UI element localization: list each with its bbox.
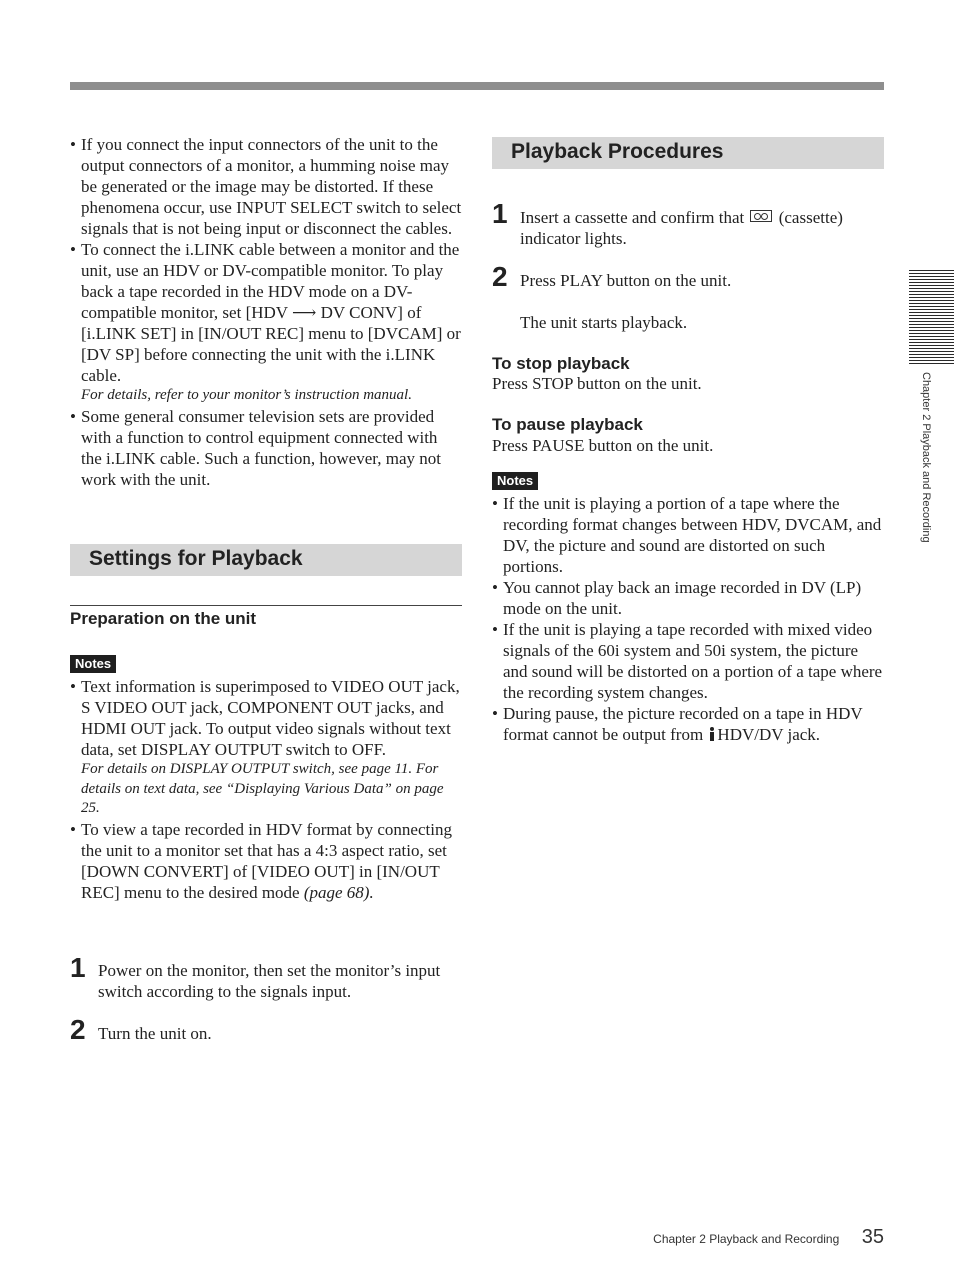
right-step-2-result: The unit starts playback. bbox=[520, 313, 688, 332]
intro-bullet-list bbox=[70, 134, 462, 490]
left-step-2-number: 2 bbox=[70, 1014, 86, 1045]
prep-note-2-text: To view a tape recorded in HDV format by connecting the unit to a monitor set that has a 4:3 aspect ratio, set [DOWN CONVERT] of [VIDEO OUT] in [IN/OUT REC] menu to the desired mode bbox=[81, 819, 452, 902]
stop-playback-text: Press STOP button on the unit. bbox=[492, 374, 702, 393]
page-number: 35 bbox=[861, 1226, 884, 1248]
intro-bullet-note: For details, refer to your monitor’s instruction manual. bbox=[81, 387, 412, 403]
pause-playback-heading: To pause playback bbox=[492, 415, 643, 434]
section-title-playback-procedures: Playback Procedures bbox=[492, 137, 884, 169]
header-rule bbox=[70, 82, 884, 90]
pause-playback-text: Press PAUSE button on the unit. bbox=[492, 436, 714, 455]
notes-label: Notes bbox=[492, 472, 538, 490]
playback-note-4-post: HDV/DV jack. bbox=[717, 725, 821, 744]
playback-note-1: • If the unit is playing a portion of a tape where the recording format changes between HDV, DVCAM, and DV, the picture and sound are distorted on such portions. bbox=[492, 493, 884, 577]
footer-chapter-label: Chapter 2 Playback and Recording bbox=[653, 1232, 840, 1246]
intro-bullet-1: • If you connect the input connectors of the unit to the output connectors of a monitor, a humming noise may be generated or the image may be distorted. If these phenomena occur, use INPUT SELECT switch to select signals that is not being input or disconnect the cables. bbox=[70, 134, 462, 239]
subsection-rule bbox=[70, 605, 462, 606]
right-step-1-post: (cassette) indicator lights. bbox=[520, 208, 843, 248]
ilink-icon bbox=[709, 727, 715, 741]
left-step-2-text: Turn the unit on. bbox=[98, 1024, 212, 1043]
playback-note-4 bbox=[492, 703, 884, 745]
playback-notes-list bbox=[492, 493, 884, 745]
playback-note-2: • You cannot play back an image recorded in DV (LP) mode on the unit. bbox=[492, 577, 884, 619]
right-step-2-number: 2 bbox=[492, 261, 508, 292]
page-footer bbox=[653, 1226, 884, 1249]
prep-note-2 bbox=[70, 819, 462, 903]
playback-note-4-pre: During pause, the picture recorded on a tape in HDV format cannot be output from bbox=[503, 704, 863, 744]
notes-badge-left bbox=[70, 655, 116, 673]
right-step-2-text: Press PLAY button on the unit. bbox=[520, 271, 732, 290]
stop-playback-heading: To stop playback bbox=[492, 354, 630, 373]
notes-label: Notes bbox=[70, 655, 116, 673]
right-step-1-pre: Insert a cassette and confirm that bbox=[520, 208, 745, 227]
cassette-icon bbox=[750, 210, 772, 222]
left-step-1-number: 1 bbox=[70, 952, 86, 983]
prep-note-1-reference: For details on DISPLAY OUTPUT switch, see page 11. For details on text data, see “Displaying Various Data” on page 25. bbox=[81, 761, 444, 816]
left-step-1-text: Power on the monitor, then set the monitor’s input switch according to the signals input. bbox=[98, 961, 441, 1001]
playback-note-3: • If the unit is playing a tape recorded with mixed video signals of the 60i system and 50i system, the picture and sound will be distorted on a portion of a tape where the recording system changes. bbox=[492, 619, 884, 703]
right-step-1-number: 1 bbox=[492, 198, 508, 229]
chapter-tab-marker bbox=[909, 270, 954, 364]
intro-bullet-3: • Some general consumer television sets are provided with a function to control equipment connected with the i.LINK cable. Such a function, however, may not work with the unit. bbox=[70, 406, 462, 490]
chapter-side-label: Chapter 2 Playback and Recording bbox=[920, 372, 932, 543]
right-step-1-text bbox=[520, 207, 884, 249]
prep-note-2-page-ref: (page 68). bbox=[303, 882, 374, 902]
preparation-notes-list bbox=[70, 676, 462, 903]
prep-note-1: • Text information is superimposed to VIDEO OUT jack, S VIDEO OUT jack, COMPONENT OUT jacks, and HDMI OUT jack. To output video signals without text data, set DISPLAY OUTPUT switch to OFF. bbox=[70, 676, 462, 760]
subsection-title-preparation: Preparation on the unit bbox=[70, 609, 257, 628]
notes-badge-right bbox=[492, 472, 538, 490]
intro-bullet-2: • To connect the i.LINK cable between a monitor and the unit, use an HDV or DV-compatible monitor. To play back a tape recorded in the HDV mode on a DV-compatible monitor, set [HDV ⟶ DV CONV] of [i.LINK SET] in [IN/OUT REC] menu to [DVCAM] or [DV SP] before connecting the unit with the i.LINK cable. bbox=[70, 239, 462, 386]
section-title-settings: Settings for Playback bbox=[70, 544, 462, 576]
